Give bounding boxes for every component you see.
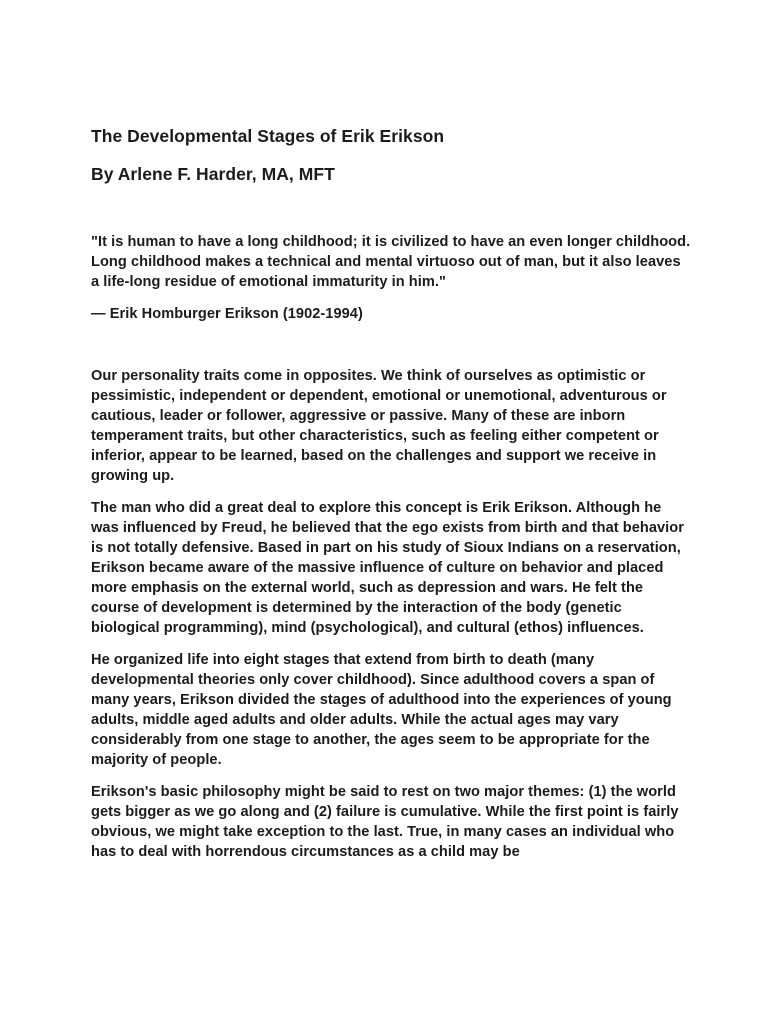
- body-paragraph-3: He organized life into eight stages that extend from birth to death (many developmental theories only cover childhood). Since adulthood covers a span of many years, Erikson divided the stages of adulthood into the experiences of young adults, middle aged adults and older adults. While the actual ages may vary considerably from one stage to another, the ages seem to be appropriate for the majority of people.: [91, 652, 672, 768]
- body-paragraph-4: Erikson's basic philosophy might be said to rest on two major themes: (1) the world gets bigger as we go along and (2) failure is cumulative. While the first point is fairly obvious, we might take exception to the last. True, in many cases an individual who has to deal with horrendous circumstances as a child may be: [91, 784, 679, 860]
- epigraph-quote: "It is human to have a long childhood; it is civilized to have an even longer childhood. Long childhood makes a technical and mental virtuoso out of man, but it also leaves a life-long residue of emotional immaturity in him.": [91, 234, 691, 290]
- epigraph-attribution: — Erik Homburger Erikson (1902-1994): [91, 306, 363, 322]
- document-author: By Arlene F. Harder, MA, MFT: [91, 164, 335, 184]
- document-title: The Developmental Stages of Erik Erikson: [91, 126, 445, 146]
- body-paragraph-1: Our personality traits come in opposites. We think of ourselves as optimistic or pessimistic, independent or dependent, emotional or unemotional, adventurous or cautious, leader or follower, aggressive or passive. Many of these are inborn temperament traits, but other characteristics, such as feeling either competent or inferior, appear to be learned, based on the challenges and support we receive in growing up.: [91, 368, 667, 484]
- body-paragraph-2: The man who did a great deal to explore this concept is Erik Erikson. Although he was influenced by Freud, he believed that the ego exists from birth and that behavior is not totally defensive. Based in part on his study of Sioux Indians on a reservation, Erikson became aware of the massive influence of culture on behavior and placed more emphasis on the external world, such as depression and wars. He felt the course of development is determined by the interaction of the body (genetic biological programming), mind (psychological), and cultural (ethos) influences.: [91, 500, 684, 636]
- document-body: [91, 124, 691, 862]
